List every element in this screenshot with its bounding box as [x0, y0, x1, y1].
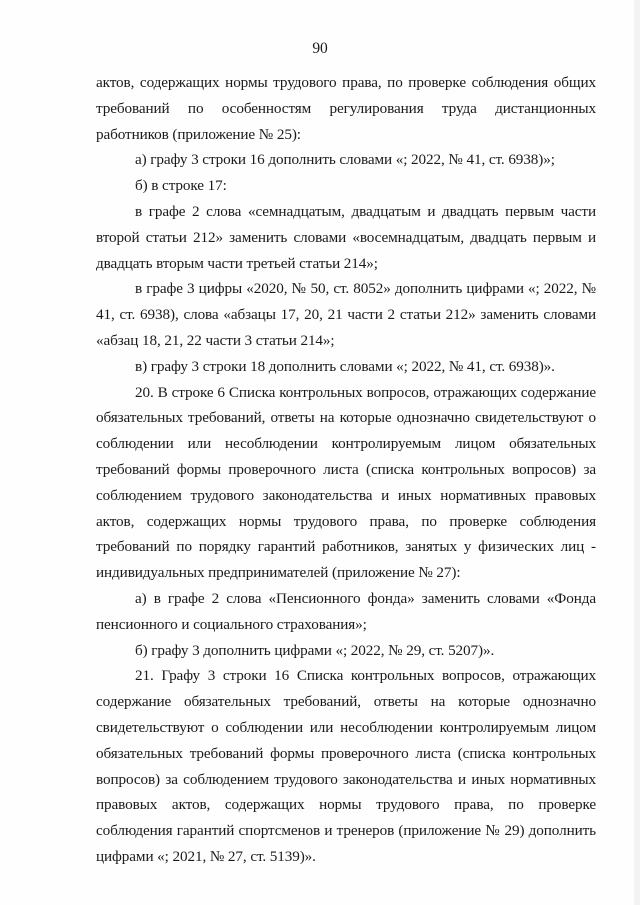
- paragraph-section-20: 20. В строке 6 Списка контрольных вопросов, отражающих содержание обязательных требований, ответы на которые однозначно свидетельствуют о соблюдении или несоблюдении контролируемым лицом обязательных требований формы проверочного листа (списка контрольных вопросов) за соблюдением трудового законодательства и иных нормативных правовых актов, содержащих нормы трудового права, по проверке соблюдения требований по порядку гарантий работников, занятых у физических лиц - индивидуальных предпринимателей (приложение № 27):: [96, 383, 596, 582]
- paragraph-section-20-item-b: б) графу 3 дополнить цифрами «; 2022, № 29, ст. 5207)».: [135, 641, 495, 659]
- document-body: [96, 70, 596, 870]
- paragraph-item-b-row17: б) в строке 17:: [135, 177, 227, 195]
- paragraph-column3-change: в графе 3 цифры «2020, № 50, ст. 8052» дополнить цифрами «; 2022, № 41, ст. 6938), слова «абзацы 17, 20, 21 части 2 статьи 212» заменить словами «абзац 18, 21, 22 части 3 статьи 214»;: [96, 280, 596, 349]
- page-number: 90: [312, 40, 328, 57]
- paragraph-item-c-row18: в) графу 3 строки 18 дополнить словами «; 2022, № 41, ст. 6938)».: [135, 357, 555, 375]
- paragraph-continuation: актов, содержащих нормы трудового права, по проверке соблюдения общих требований по особенностям регулирования труда дистанционных работников (приложение № 25):: [96, 74, 596, 143]
- paragraph-section-21: 21. Графу 3 строки 16 Списка контрольных вопросов, отражающих содержание обязательных требований, ответы на которые однозначно свидетельствуют о соблюдении или несоблюдении контролируемым лицом обязательных требований формы проверочного листа (списка контрольных вопросов) за соблюдением трудового законодательства и иных нормативных правовых актов, содержащих нормы трудового права, по проверке соблюдения гарантий спортсменов и тренеров (приложение № 29) дополнить цифрами «; 2021, № 27, ст. 5139)».: [96, 667, 596, 865]
- paragraph-section-20-item-a: а) в графе 2 слова «Пенсионного фонда» заменить словами «Фонда пенсионного и социального страхования»;: [96, 589, 596, 633]
- scan-edge: [634, 0, 640, 905]
- paragraph-item-a-row16: а) графу 3 строки 16 дополнить словами «; 2022, № 41, ст. 6938)»;: [135, 151, 555, 169]
- paragraph-column2-change: в графе 2 слова «семнадцатым, двадцатым и двадцать первым части второй статьи 212» заменить словами «восемнадцатым, двадцать первым и двадцать вторым части третьей статьи 214»;: [96, 202, 596, 272]
